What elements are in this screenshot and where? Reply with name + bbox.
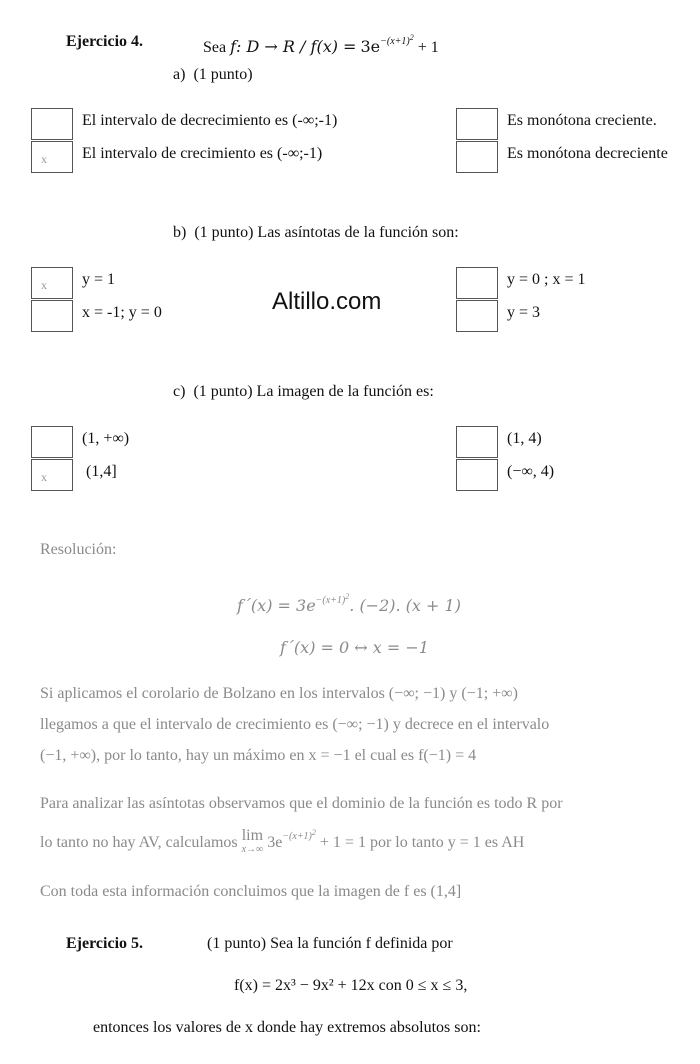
eq1-exp-base: −(x+1) bbox=[315, 595, 346, 606]
option-b1: y = 1 bbox=[82, 271, 116, 288]
def-exp bbox=[380, 33, 414, 47]
def-exp-base: −(x+1) bbox=[380, 36, 410, 47]
part-a-heading bbox=[173, 66, 253, 84]
def-f: f bbox=[230, 37, 237, 56]
paragraph-1-line-1: Si aplicamos el corolario de Bolzano en los intervalos (−∞; −1) y (−1; +∞) bbox=[40, 685, 518, 702]
paragraph-2-line-2 bbox=[40, 828, 524, 856]
p2-exp bbox=[282, 828, 316, 842]
paragraph-1-line-2: llegamos a que el intervalo de crecimiento es (−∞; −1) y decrece en el intervalo bbox=[40, 716, 550, 733]
exercise-5-title: Ejercicio 5. bbox=[66, 935, 144, 952]
watermark-text: Altillo.com bbox=[272, 288, 382, 315]
answer-box-c1[interactable] bbox=[31, 426, 73, 458]
eq1-exp-square: 2 bbox=[345, 592, 350, 601]
def-exp-square: 2 bbox=[409, 33, 414, 42]
paragraph-3: Con toda esta información concluimos que la imagen de f es (1,4] bbox=[40, 883, 462, 900]
part-c-text: (1 punto) La imagen de la función es: bbox=[193, 383, 434, 400]
def-tail: + 1 bbox=[413, 39, 439, 56]
def-mid: : D → R / f(x) = bbox=[236, 37, 357, 56]
answer-box-a4[interactable] bbox=[456, 141, 498, 173]
part-b-heading bbox=[173, 224, 459, 242]
answer-box-b3[interactable] bbox=[456, 267, 498, 299]
derivative-equation bbox=[237, 592, 461, 616]
answer-box-c4[interactable] bbox=[456, 459, 498, 491]
def-coef: 3e bbox=[360, 37, 381, 56]
part-b-label: b) bbox=[173, 224, 187, 241]
paragraph-2-line-1: Para analizar las asíntotas observamos que el dominio de la función es todo R por bbox=[40, 795, 563, 812]
option-b4: y = 3 bbox=[507, 304, 541, 321]
answer-box-b1[interactable]: x bbox=[31, 267, 73, 299]
answer-box-b4[interactable] bbox=[456, 300, 498, 332]
def-prefix: Sea bbox=[203, 39, 227, 56]
option-c4: (−∞, 4) bbox=[507, 463, 555, 480]
exercise-5-intro: (1 punto) Sea la función f definida por bbox=[207, 935, 453, 952]
exercise-5-question: entonces los valores de x donde hay extremos absolutos son: bbox=[93, 1019, 481, 1036]
p2-text-b: + 1 = 1 por lo tanto y = 1 es AH bbox=[315, 834, 525, 851]
limit-operator bbox=[242, 828, 264, 856]
option-a1: El intervalo de decrecimiento es (-∞;-1) bbox=[82, 112, 338, 129]
option-b3: y = 0 ; x = 1 bbox=[507, 271, 586, 288]
part-a-points: (1 punto) bbox=[193, 66, 253, 83]
option-c2: (1,4] bbox=[86, 463, 117, 480]
eq1-lhs: f´(x) = 3e bbox=[237, 596, 316, 615]
p2-exp-base: −(x+1) bbox=[282, 831, 312, 842]
option-a4: Es monótona decreciente bbox=[507, 145, 668, 162]
answer-box-a2[interactable]: x bbox=[31, 141, 73, 173]
option-a2: El intervalo de crecimiento es (-∞;-1) bbox=[82, 145, 323, 162]
option-c3: (1, 4) bbox=[507, 430, 542, 447]
answer-box-c3[interactable] bbox=[456, 426, 498, 458]
answer-box-b2[interactable] bbox=[31, 300, 73, 332]
part-b-text: (1 punto) Las asíntotas de la función son: bbox=[194, 224, 459, 241]
option-b2: x = -1; y = 0 bbox=[82, 304, 162, 321]
exercise-4-title: Ejercicio 4. bbox=[66, 33, 144, 50]
limit-subscript: x→∞ bbox=[241, 844, 264, 855]
limit-label: lim bbox=[241, 827, 264, 844]
part-c-heading bbox=[173, 383, 434, 401]
part-a-label: a) bbox=[173, 66, 186, 83]
answer-box-a1[interactable] bbox=[31, 108, 73, 140]
paragraph-1-line-3: (−1, +∞), por lo tanto, hay un máximo en x = −1 el cual es f(−1) = 4 bbox=[40, 747, 477, 764]
answer-box-a3[interactable] bbox=[456, 108, 498, 140]
resolution-title: Resolución: bbox=[40, 541, 117, 558]
option-a3: Es monótona creciente. bbox=[507, 112, 657, 129]
p2-text-a: lo tanto no hay AV, calculamos bbox=[40, 834, 238, 851]
exercise-4-definition bbox=[203, 33, 439, 57]
option-c1: (1, +∞) bbox=[82, 430, 130, 447]
answer-box-c2[interactable]: x bbox=[31, 459, 73, 491]
p2-coef: 3e bbox=[267, 834, 283, 851]
eq1-rhs: . (−2). (x + 1) bbox=[349, 596, 461, 615]
exercise-5-formula: f(x) = 2x³ − 9x² + 12x con 0 ≤ x ≤ 3, bbox=[234, 977, 468, 994]
part-c-label: c) bbox=[173, 383, 186, 400]
eq1-exp bbox=[315, 592, 350, 606]
p2-exp-square: 2 bbox=[311, 828, 316, 837]
critical-point-equation: f´(x) = 0 ↔ x = −1 bbox=[280, 638, 429, 657]
